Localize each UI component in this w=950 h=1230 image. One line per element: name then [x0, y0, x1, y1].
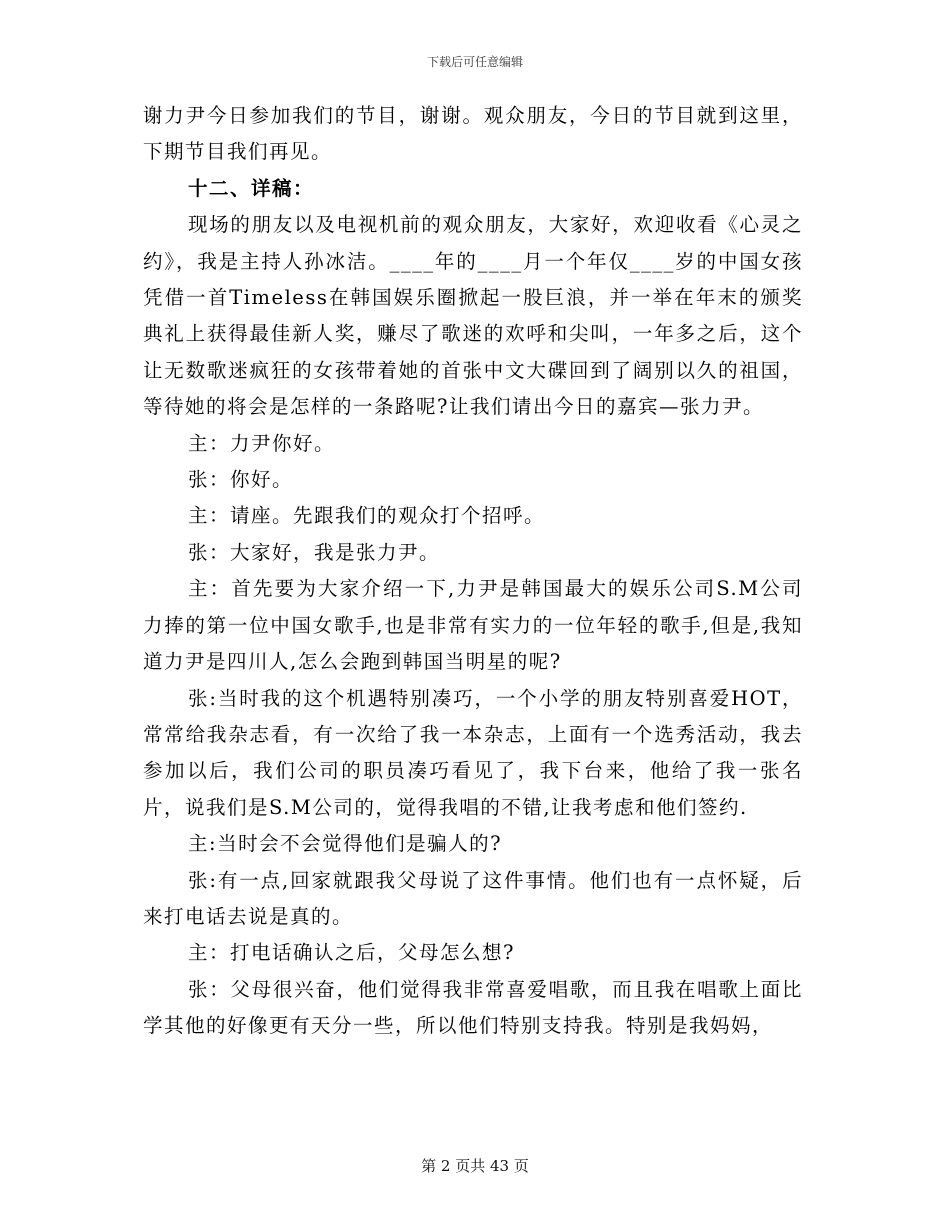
dialogue-line: 主：力尹你好。 [188, 431, 336, 455]
dialogue-line: 主：请座。先跟我们的观众打个招呼。 [188, 504, 546, 528]
page-number: 第 2 页共 43 页 [421, 1157, 529, 1175]
dialogue-line: 主：打电话确认之后，父母怎么想? [188, 941, 515, 965]
dialogue-line: 主：首先要为大家介绍一下,力尹是韩国最大的娱乐公司S.M公司力捧的第一位中国女歌手,也是非常有实力的一位年轻的歌手,但是,我知道力尹是四川人,怎么会跑到韩国当明星的呢? [143, 577, 803, 674]
document-body [143, 98, 803, 1045]
dialogue-line: 张：父母很兴奋，他们觉得我非常喜爱唱歌，而且我在唱歌上面比学其他的好像更有天分一些，所以他们特别支持我。特别是我妈妈， [143, 977, 803, 1038]
dialogue-line: 主:当时会不会觉得他们是骗人的? [188, 832, 503, 856]
paragraph-intro: 现场的朋友以及电视机前的观众朋友，大家好，欢迎收看《心灵之约》，我是主持人孙冰洁。____年的____月一个年仅____岁的中国女孩凭借一首Timeless在韩国娱乐圈掀起一股巨浪，并一举在年末的颁奖典礼上获得最佳新人奖，赚尽了歌迷的欢呼和尖叫，一年多之后，这个让无数歌迷疯狂的女孩带着她的首张中文大碟回到了阔别以久的祖国，等待她的将会是怎样的一条路呢?让我们请出今日的嘉宾—张力尹。 [143, 213, 803, 419]
page-header: 下载后可任意编辑 [426, 55, 523, 69]
dialogue-line: 张：你好。 [188, 468, 294, 492]
dialogue-line: 张:有一点,回家就跟我父母说了这件事情。他们也有一点怀疑，后来打电话去说是真的。 [143, 868, 803, 928]
section-heading: 十二、详稿： [188, 176, 315, 200]
dialogue-line: 张:当时我的这个机遇特别凑巧，一个小学的朋友特别喜爱HOT，常常给我杂志看，有一次给了我一本杂志，上面有一个选秀活动，我去参加以后，我们公司的职员凑巧看见了，我下台来，他给了我一张名片，说我们是S.M公司的，觉得我唱的不错,让我考虑和他们签约. [143, 686, 803, 819]
paragraph-closing: 谢力尹今日参加我们的节目，谢谢。观众朋友，今日的节目就到这里，下期节目我们再见。 [143, 104, 803, 164]
dialogue-line: 张：大家好，我是张力尹。 [188, 540, 441, 564]
